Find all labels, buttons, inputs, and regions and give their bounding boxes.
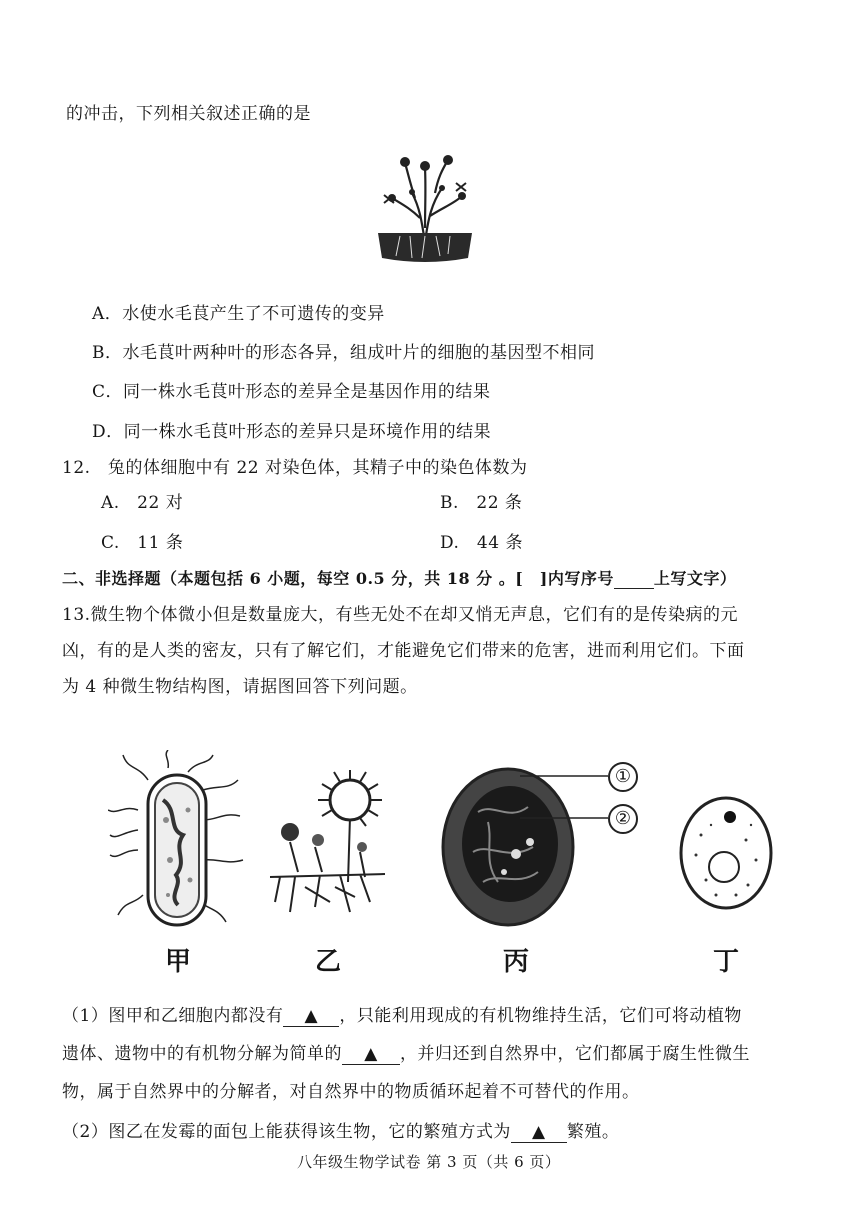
sub1-part-d: ，并归还到自然界中，它们都属于腐生性微生 (400, 1044, 750, 1064)
q11-option-b: B．水毛茛叶两种叶的形态各异，组成叶片的细胞的基因型不相同 (92, 343, 595, 363)
answer-blank-1[interactable]: ▲ (283, 1006, 339, 1027)
sub1-part-b: ，只能利用现成的有机物维持生活，它们可将动植物 (339, 1006, 742, 1026)
q12-stem: 12. 兔的体细胞中有 22 对染色体，其精子中的染色体数为 (62, 458, 528, 478)
callout-2: ② (608, 804, 638, 834)
q13-sub1-line2 (62, 1039, 750, 1065)
q12-option-c: C. 11 条 (101, 533, 184, 553)
sub2-part-b: 繁殖。 (566, 1122, 620, 1142)
answer-blank-2[interactable]: ▲ (342, 1044, 400, 1065)
callout-1: ① (608, 762, 638, 792)
section-heading-a: 二、非选择题（本题包括 6 小题，每空 0.5 分，共 18 分 。[ ]内写序号 (62, 569, 614, 588)
section-heading-b: 上写文字） (653, 569, 737, 588)
callout-lines (520, 772, 610, 822)
sub2-part-a: （2）图乙在发霉的面包上能获得该生物，它的繁殖方式为 (62, 1122, 511, 1142)
q11-stem-end: 的冲击，下列相关叙述正确的是 (66, 104, 311, 124)
page-footer: 八年级生物学试卷 第 3 页（共 6 页） (297, 1153, 561, 1171)
water-buttercup-figure (370, 148, 480, 268)
label-yi: 乙 (315, 947, 342, 977)
label-ding: 丁 (713, 947, 740, 977)
q12-option-b: B. 22 条 (440, 493, 523, 513)
q13-line2: 凶，有的是人类的密友，只有了解它们，才能避免它们带来的危害，进而利用它们。下面 (62, 641, 745, 661)
q13-sub1-line3: 物，属于自然界中的分解者，对自然界中的物质循环起着不可替代的作用。 (62, 1082, 640, 1102)
q13-sub2-line (62, 1117, 619, 1143)
mold-figure (260, 762, 390, 922)
label-jia: 甲 (165, 947, 192, 977)
section-heading (62, 566, 736, 589)
q13-sub1-line1 (62, 1001, 742, 1027)
sub1-part-c: 遗体、遗物中的有机物分解为简单的 (62, 1044, 342, 1064)
sub1-part-a: （1）图甲和乙细胞内都没有 (62, 1006, 284, 1026)
heading-blank (614, 569, 654, 589)
q11-option-d: D．同一株水毛茛叶形态的差异只是环境作用的结果 (92, 422, 492, 442)
answer-blank-3[interactable]: ▲ (511, 1122, 567, 1143)
q11-option-c: C．同一株水毛茛叶形态的差异全是基因作用的结果 (92, 382, 491, 402)
q12-option-a: A. 22 对 (101, 493, 184, 513)
yeast-figure (676, 795, 776, 915)
label-bing: 丙 (503, 947, 530, 977)
q11-option-a: A．水使水毛茛产生了不可遗传的变异 (92, 304, 385, 324)
q12-option-d: D. 44 条 (440, 533, 523, 553)
q13-line1: 13.微生物个体微小但是数量庞大，有些无处不在却又悄无声息，它们有的是传染病的元 (62, 605, 739, 625)
bacterium-figure (108, 750, 248, 930)
q13-line3: 为 4 种微生物结构图，请据图回答下列问题。 (62, 677, 418, 697)
